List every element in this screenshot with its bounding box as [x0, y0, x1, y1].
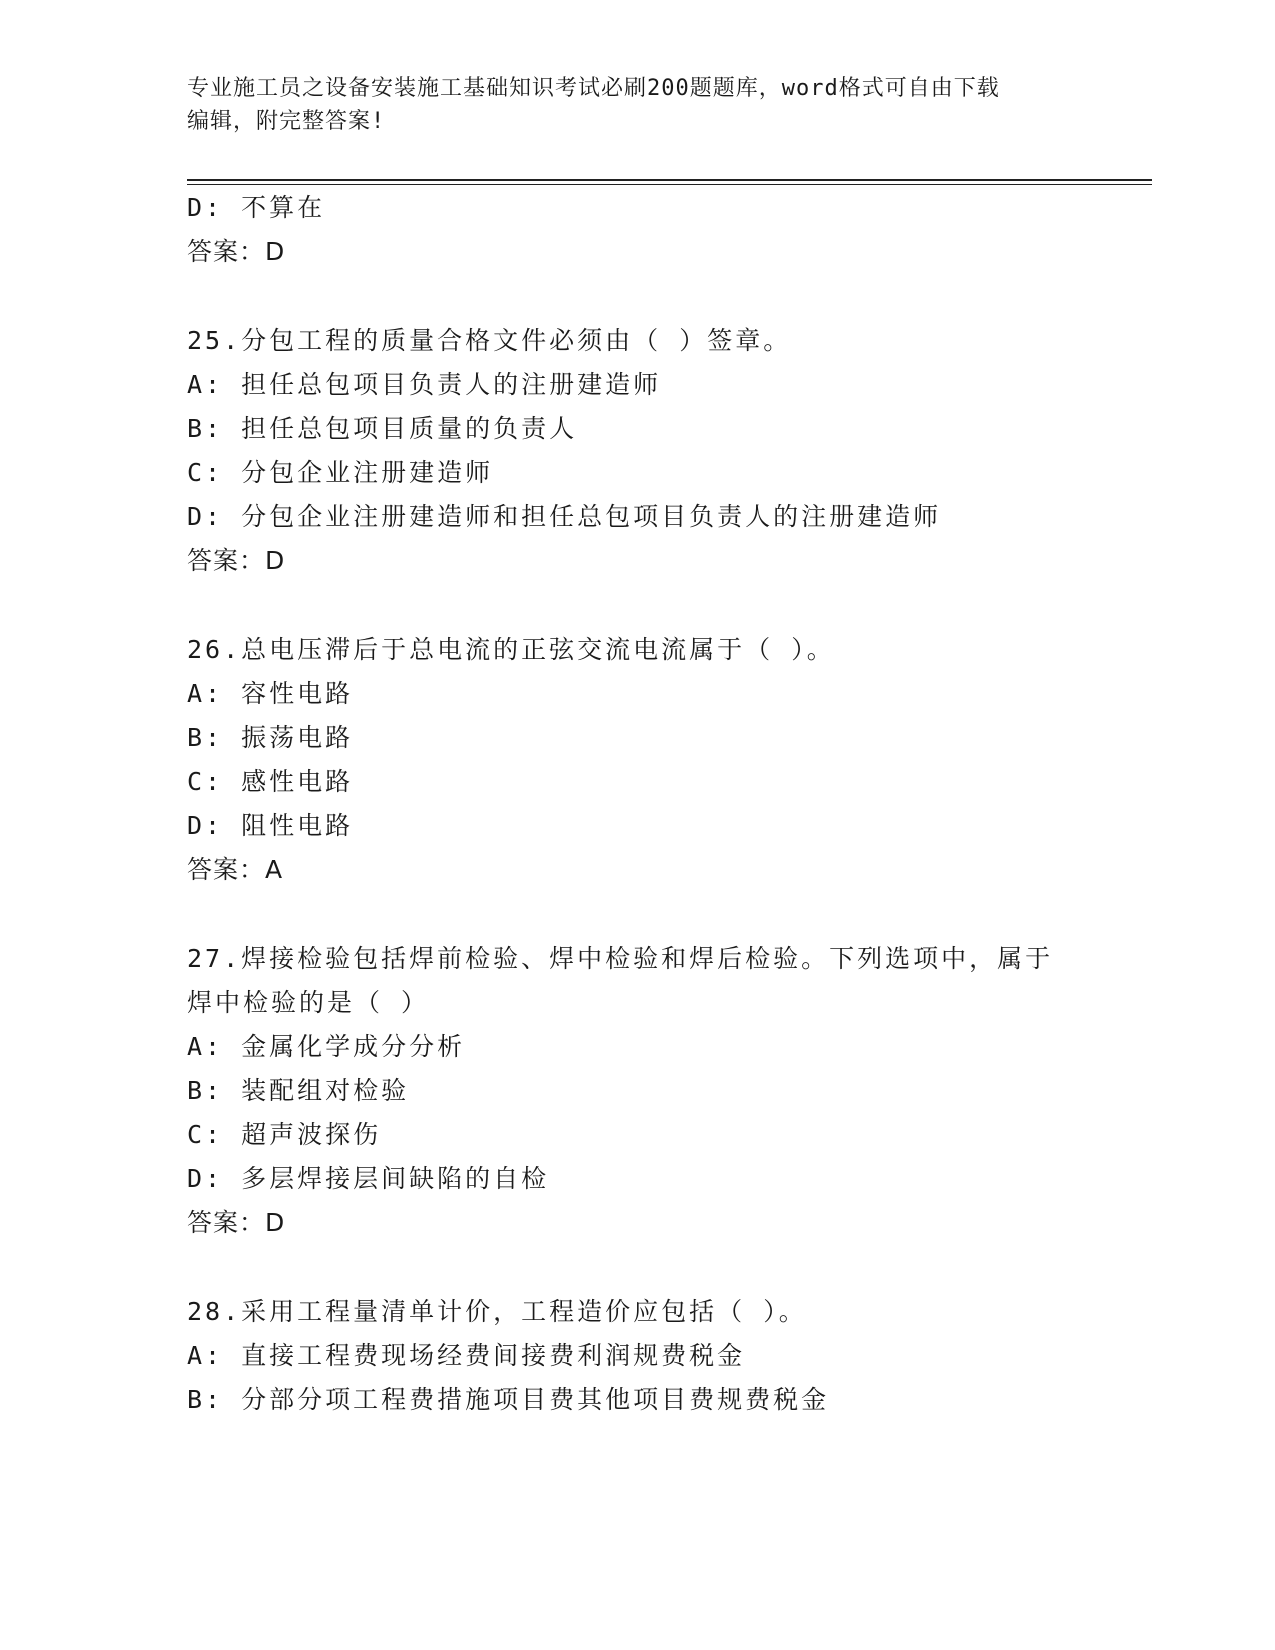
option-a: A: 容性电路 [187, 679, 354, 708]
option-b: B: 振荡电路 [187, 723, 354, 752]
answer-line: 答案：D [187, 237, 286, 266]
option-d: D: 多层焊接层间缺陷的自检 [187, 1164, 550, 1193]
question-27-continued: 焊中检验的是（ ） [187, 988, 430, 1017]
header-line-1: 专业施工员之设备安装施工基础知识考试必刷200题题库，word格式可自由下载 [187, 76, 1000, 101]
option-a: A: 直接工程费现场经费间接费利润规费税金 [187, 1341, 746, 1370]
header-divider-thin [187, 184, 1152, 185]
answer-line: 答案：A [187, 855, 284, 884]
option-a: A: 金属化学成分分析 [187, 1032, 466, 1061]
option-b: B: 担任总包项目质量的负责人 [187, 414, 578, 443]
header-line-2: 编辑，附完整答案! [187, 109, 386, 134]
option-b: B: 分部分项工程费措施项目费其他项目费规费税金 [187, 1385, 830, 1414]
option-d: D: 阻性电路 [187, 811, 354, 840]
answer-line: 答案：D [187, 1208, 286, 1237]
option-d: D: 不算在 [187, 193, 326, 222]
question-27: 27.焊接检验包括焊前检验、焊中检验和焊后检验。下列选项中，属于 [187, 944, 1054, 973]
question-25: 25.分包工程的质量合格文件必须由（ ）签章。 [187, 326, 792, 355]
option-a: A: 担任总包项目负责人的注册建造师 [187, 370, 662, 399]
document-header [187, 72, 1087, 138]
answer-line: 答案：D [187, 546, 286, 575]
option-c: C: 分包企业注册建造师 [187, 458, 494, 487]
option-c: C: 感性电路 [187, 767, 354, 796]
option-c: C: 超声波探伤 [187, 1120, 382, 1149]
option-d: D: 分包企业注册建造师和担任总包项目负责人的注册建造师 [187, 502, 942, 531]
question-26: 26.总电压滞后于总电流的正弦交流电流属于（ ）。 [187, 635, 835, 664]
option-b: B: 装配组对检验 [187, 1076, 410, 1105]
question-28: 28.采用工程量清单计价，工程造价应包括（ ）。 [187, 1297, 807, 1326]
header-divider-thick [187, 179, 1152, 181]
